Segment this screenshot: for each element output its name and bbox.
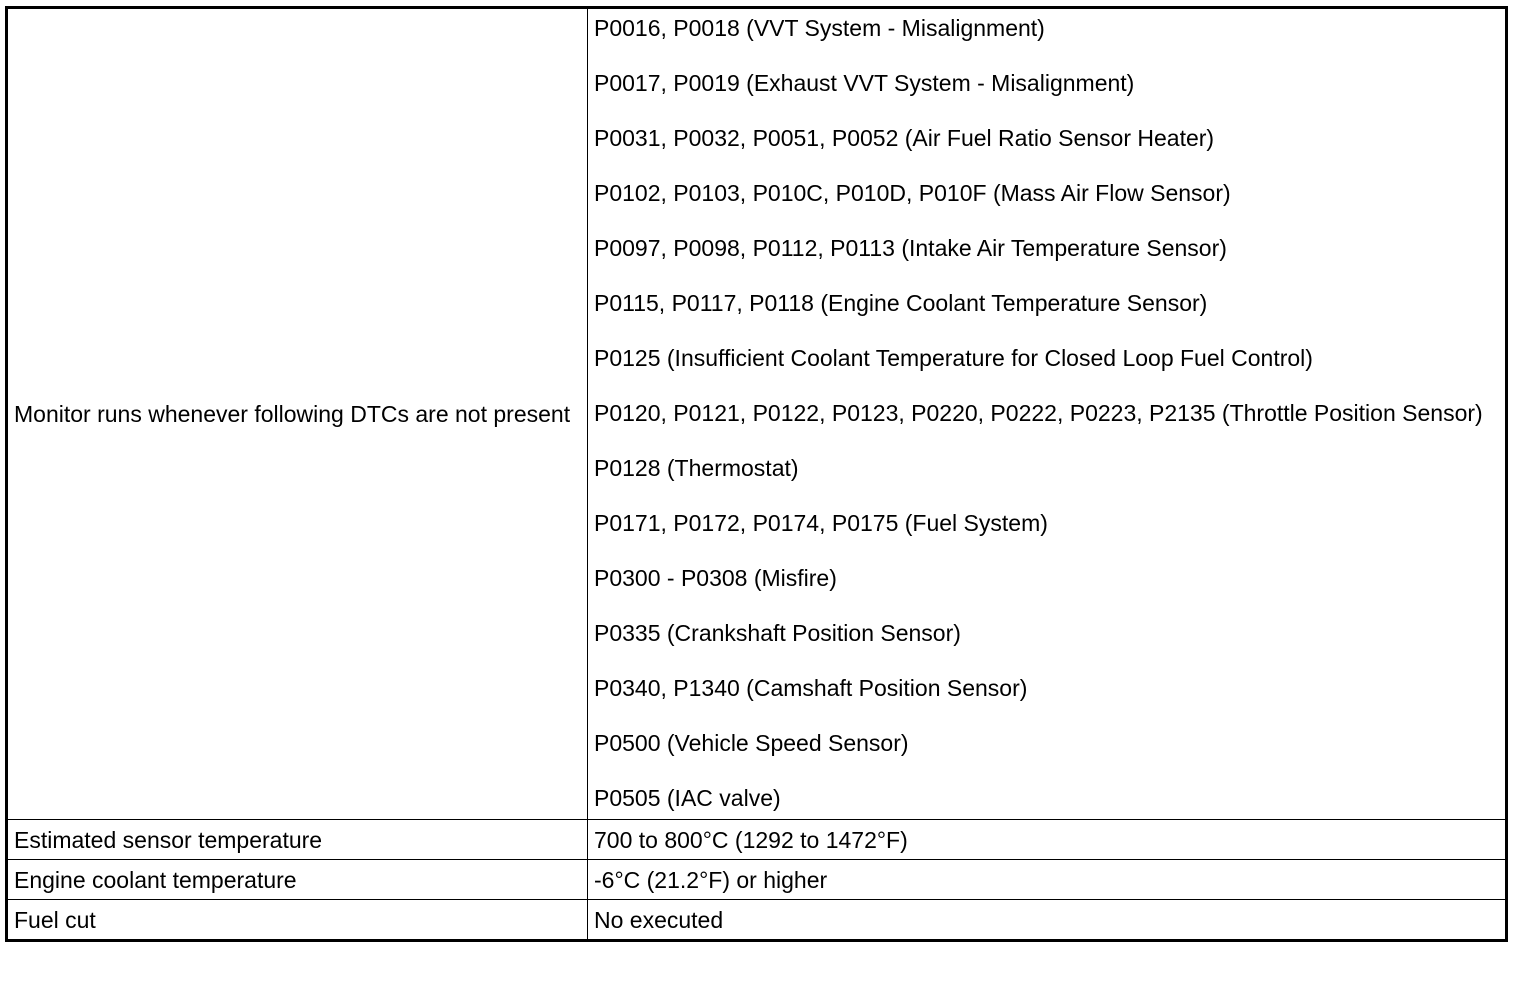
dtc-item: P0335 (Crankshaft Position Sensor) — [594, 620, 961, 646]
row-label: Estimated sensor temperature — [7, 820, 588, 860]
dtc-item: P0500 (Vehicle Speed Sensor) — [594, 730, 909, 756]
dtc-item: P0505 (IAC valve) — [594, 785, 781, 811]
row-value: -6°C (21.2°F) or higher — [588, 860, 1507, 900]
row-label: Monitor runs whenever following DTCs are not present — [7, 8, 588, 820]
dtc-list — [588, 8, 1507, 820]
row-label: Engine coolant temperature — [7, 860, 588, 900]
table-row — [7, 8, 1507, 820]
table-row — [7, 900, 1507, 941]
dtc-item: P0102, P0103, P010C, P010D, P010F (Mass Air Flow Sensor) — [594, 180, 1231, 206]
conditions-table — [5, 6, 1508, 942]
dtc-item: P0300 - P0308 (Misfire) — [594, 565, 837, 591]
dtc-item: P0097, P0098, P0112, P0113 (Intake Air Temperature Sensor) — [594, 235, 1227, 261]
dtc-item: P0340, P1340 (Camshaft Position Sensor) — [594, 675, 1028, 701]
row-value: 700 to 800°C (1292 to 1472°F) — [588, 820, 1507, 860]
dtc-item: P0128 (Thermostat) — [594, 455, 799, 481]
table-row — [7, 820, 1507, 860]
dtc-item: P0017, P0019 (Exhaust VVT System - Misalignment) — [594, 70, 1135, 96]
dtc-item: P0171, P0172, P0174, P0175 (Fuel System) — [594, 510, 1048, 536]
dtc-item: P0016, P0018 (VVT System - Misalignment) — [594, 15, 1045, 41]
dtc-item: P0031, P0032, P0051, P0052 (Air Fuel Ratio Sensor Heater) — [594, 125, 1215, 151]
row-value: No executed — [588, 900, 1507, 941]
table-row — [7, 860, 1507, 900]
dtc-item: P0125 (Insufficient Coolant Temperature for Closed Loop Fuel Control) — [594, 345, 1313, 371]
dtc-item: P0120, P0121, P0122, P0123, P0220, P0222, P0223, P2135 (Throttle Position Sensor) — [594, 400, 1483, 426]
row-label: Fuel cut — [7, 900, 588, 941]
dtc-item: P0115, P0117, P0118 (Engine Coolant Temperature Sensor) — [594, 290, 1208, 316]
